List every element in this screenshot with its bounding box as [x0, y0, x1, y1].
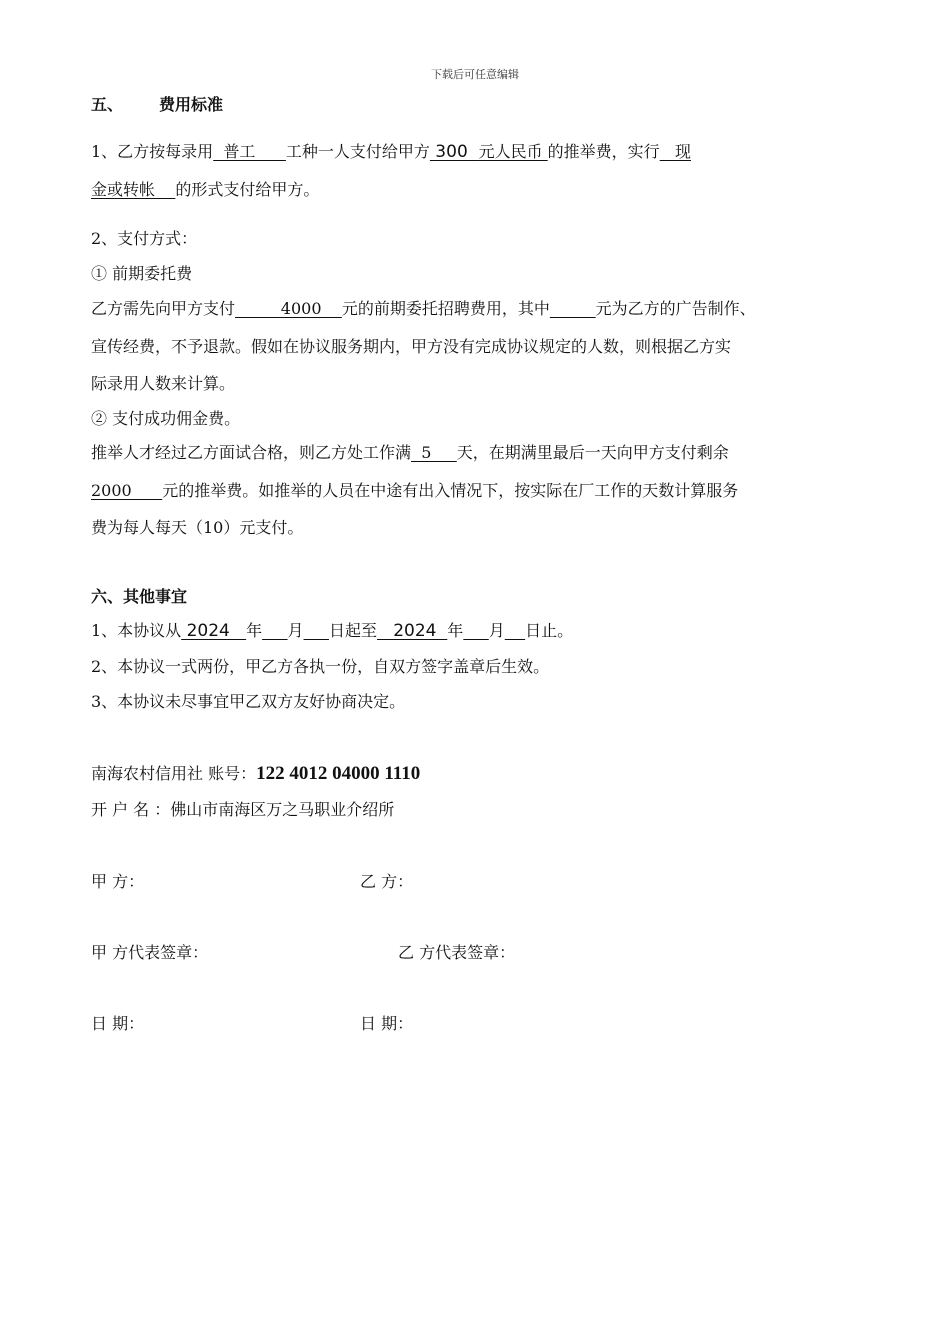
end-month-field — [463, 621, 488, 640]
term-line: 1、本协议从 2024 年 月 日起至 2024 年 月 日止。 — [91, 621, 574, 641]
party-b-label: 乙 方： — [360, 872, 414, 891]
section-5-number: 五、 — [91, 95, 124, 114]
remaining-fee-amount: 2000 — [91, 481, 163, 500]
start-month-field — [262, 621, 287, 640]
section-5-title: 费用标准 — [159, 95, 224, 114]
section-5-heading — [91, 97, 223, 113]
party-a-rep-label: 甲 方代表签章： — [91, 943, 209, 962]
advance-fee-amount: 4000 — [235, 299, 342, 318]
party-b-rep-label: 乙 方代表签章： — [398, 943, 516, 962]
start-year-field: 2024 — [181, 621, 247, 641]
page-header: 下载后可任意编辑 — [431, 68, 519, 81]
fee-clause-line-2: 金或转帐 的形式支付给甲方。 — [91, 180, 320, 199]
advance-fee-line-2: 宣传经费，不予退款。假如在协议服务期内，甲方没有完成协议规定的人数，则根据乙方实 — [91, 337, 732, 356]
payment-methods-heading: 2、支付方式： — [91, 229, 198, 248]
work-days-field: 5 — [411, 443, 457, 462]
start-day-field — [304, 621, 329, 640]
party-a-label: 甲 方： — [91, 872, 145, 891]
advance-fee-title: ① 前期委托费 — [91, 264, 193, 283]
bank-label: 南海农村信用社 账号： — [91, 764, 257, 783]
copies-clause: 2、本协议一式两份，甲乙方各执一份，自双方签字盖章后生效。 — [91, 657, 550, 676]
account-holder: 开 户 名 ：佛山市南海区万之马职业介绍所 — [91, 800, 395, 819]
job-type-field: 普工 — [213, 142, 286, 161]
payment-method-field: 现 — [674, 142, 691, 161]
party-a-date-label: 日 期： — [91, 1014, 145, 1033]
advance-fee-line-1: 乙方需先向甲方支付 4000 元的前期委托招聘费用，其中 元为乙方的广告制作、 — [91, 299, 756, 318]
ad-fee-blank — [550, 299, 596, 318]
section-6-heading: 六、其他事宜 — [91, 587, 188, 606]
unresolved-clause: 3、本协议未尽事宜甲乙双方友好协商决定。 — [91, 692, 406, 711]
end-day-field — [505, 621, 525, 640]
bank-account-line — [91, 764, 420, 783]
commission-line-1: 推举人才经过乙方面试合格，则乙方处工作满 5 天，在期满里最后一天向甲方支付剩余 — [91, 443, 729, 462]
fee-unit-field: 元人民币 — [478, 142, 548, 161]
commission-line-3: 费为每人每天（10）元支付。 — [91, 518, 304, 537]
party-b-date-label: 日 期： — [360, 1014, 414, 1033]
payment-method-field-cont: 金或转帐 — [91, 180, 176, 199]
advance-fee-line-3: 际录用人数来计算。 — [91, 374, 236, 393]
account-number: 122 4012 04000 1110 — [256, 763, 421, 784]
commission-fee-title: ② 支付成功佣金费。 — [91, 409, 241, 428]
commission-line-2: 2000 元的推举费。如推举的人员在中途有出入情况下，按实际在厂工作的天数计算服务 — [91, 481, 739, 500]
fee-clause-line-1: 1、乙方按每录用 普工 工种一人支付给甲方 300 元人民币 的推举费，实行 现 — [91, 142, 691, 162]
end-year-field: 2024 — [377, 621, 448, 641]
fee-amount-field: 300 — [429, 142, 479, 162]
